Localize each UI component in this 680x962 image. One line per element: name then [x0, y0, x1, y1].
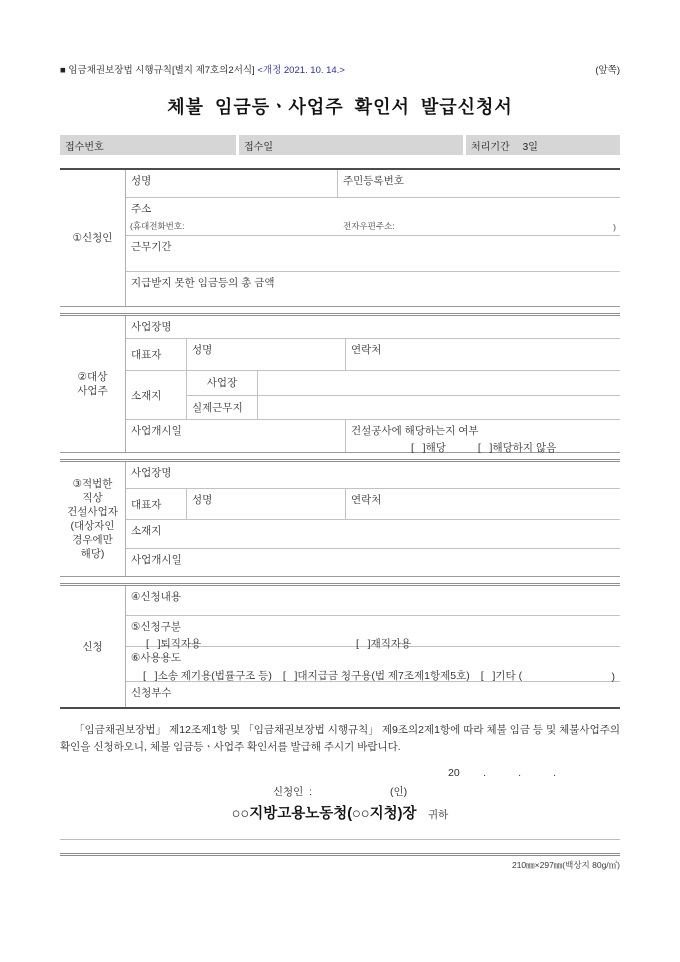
employer-site-label: 사업장: [206, 377, 238, 390]
section-applicant: [60, 168, 620, 307]
field-employer-contact[interactable]: [345, 339, 620, 370]
employer-rep-label-cell: [126, 339, 186, 370]
field-employer-rep-name[interactable]: [186, 339, 345, 370]
field-applicant-name[interactable]: [126, 170, 337, 197]
checkbox-usage-lawsuit[interactable]: [ ]소송 제기용(법률구조 등): [143, 670, 272, 682]
field-employer-workplace[interactable]: [126, 316, 620, 338]
field-copies[interactable]: [126, 682, 620, 707]
legal-reference: [60, 62, 345, 76]
applicant-rrn-label: 주민등록번호: [343, 175, 404, 187]
work-period-label: 근무기간: [131, 241, 172, 253]
applicant-email-label: 전자우편주소:: [343, 221, 395, 231]
field-request-division: [126, 616, 620, 650]
applicant-name-label: 성명: [131, 175, 152, 187]
checkbox-retired[interactable]: [ ]퇴직자용: [146, 638, 202, 650]
construction-biz-label-line2: 직상: [82, 492, 103, 504]
paren-close: ): [613, 222, 616, 232]
closing-statement: 「임금채권보장법」 제12조제1항 및 「임금채권보장법 시행규칙」 제9조의2제1항에 따라 체불 임금 등 및 체불사업주의 확인을 신청하오니, 체불 임금등ㆍ사업주 확인서를 발급해 주시기 바랍니다.: [60, 724, 620, 754]
employer-location-label: 소재지: [131, 389, 162, 402]
receipt-band: [60, 135, 620, 155]
checkbox-employed[interactable]: [ ]재직자용: [356, 638, 412, 650]
footer-divider-double: [60, 853, 620, 856]
employer-rep-label: 대표자: [131, 349, 162, 361]
processing-period-cell: [466, 135, 620, 155]
construction-biz-label-line3: 건설사업자: [67, 506, 118, 518]
request-content-label: ④신청내용: [131, 591, 181, 603]
footer-divider-thin: [60, 839, 620, 840]
field-applicant-rrn[interactable]: [337, 170, 620, 197]
section-applicant-label: ①신청인: [72, 232, 113, 244]
cb-rep-name-label: 성명: [192, 494, 213, 506]
employer-start-date-label: 사업개시일: [131, 425, 182, 437]
employer-contact-label: 연락처: [351, 344, 382, 356]
applicant-address-label: 주소: [131, 203, 152, 215]
applicant-sign-label: 신청인 :: [272, 786, 313, 799]
signature-line: [60, 784, 620, 799]
receipt-date-cell[interactable]: [239, 135, 463, 155]
employer-actual-site-label: 실제근무지: [192, 401, 243, 414]
checkbox-usage-etc[interactable]: [ ]기타 (: [480, 670, 523, 682]
field-cb-rep-name[interactable]: [186, 489, 345, 519]
receipt-number-label: 접수번호: [65, 141, 104, 153]
cb-workplace-label: 사업장명: [131, 467, 172, 479]
recipient-line: [60, 802, 620, 823]
section-employer-label: [60, 316, 125, 452]
field-work-period[interactable]: [126, 236, 620, 271]
employer-location-label-cell: [126, 371, 186, 419]
request-division-label: ⑤신청구분: [131, 621, 181, 633]
section-employer-label-line1: ②대상: [77, 371, 108, 383]
field-cb-location[interactable]: [126, 520, 620, 548]
employer-actual-site-label-cell: [187, 396, 257, 420]
processing-period-label: 처리기간: [471, 141, 510, 153]
construction-biz-label-line6: 해당): [80, 548, 105, 560]
usage-paren-close: ): [611, 671, 615, 683]
field-cb-contact[interactable]: [345, 489, 620, 519]
receipt-number-cell[interactable]: [60, 135, 236, 155]
construction-biz-label-line5: 경우에만: [72, 534, 113, 546]
construction-biz-label-line4: (대상자인: [70, 520, 115, 532]
field-cb-start-date[interactable]: [126, 549, 620, 576]
construction-biz-label-line1: ③적법한: [72, 478, 113, 490]
field-request-content[interactable]: [126, 586, 620, 615]
processing-period-value: 3일: [522, 141, 538, 153]
form-reference-text: ■ 임금채권보장법 시행규칙[별지 제7호의2서식]: [60, 65, 255, 76]
cb-rep-label-cell: [126, 489, 186, 519]
section-employer-label-line2: 사업주: [77, 385, 108, 397]
section-construction-biz: [60, 459, 620, 577]
employer-workplace-label: 사업장명: [131, 321, 172, 333]
construction-question-cell: [345, 420, 620, 452]
section-request: [60, 583, 620, 709]
checkbox-usage-claim[interactable]: [ ]대지급금 청구용(법 제7조제1항제5호): [282, 670, 470, 682]
cb-location-label: 소재지: [131, 525, 162, 537]
field-usage: [126, 647, 620, 681]
date-line: 20 . . .: [448, 767, 556, 780]
form-table: [60, 168, 620, 709]
construction-question-label: 건설공사에 해당하는지 여부: [351, 425, 479, 437]
checkbox-construction-yes[interactable]: [ ]해당: [411, 442, 446, 454]
field-cb-workplace[interactable]: [126, 462, 620, 488]
section-construction-biz-label: [60, 462, 125, 576]
seal-placeholder: (인): [390, 786, 408, 799]
checkbox-construction-no[interactable]: [ ]해당하지 않음: [477, 442, 557, 454]
field-applicant-address[interactable]: [126, 198, 620, 235]
copies-label: 신청부수: [131, 687, 172, 699]
section-employer: [60, 313, 620, 453]
top-note: [60, 62, 620, 76]
employer-site-label-cell: [187, 371, 257, 395]
page-side-label: (앞쪽): [595, 65, 620, 76]
field-employer-site[interactable]: [257, 371, 620, 395]
employer-rep-name-label: 성명: [192, 344, 213, 356]
applicant-phone-label: (휴대전화번호:: [130, 221, 185, 231]
cb-contact-label: 연락처: [351, 494, 382, 506]
cb-rep-label: 대표자: [131, 498, 162, 511]
paper-spec: 210㎜×297㎜(백상지 80g/㎡): [511, 860, 620, 871]
receipt-date-label: 접수일: [244, 141, 273, 153]
recipient-honorific: 귀하: [427, 809, 449, 822]
recipient-office: ○○지방고용노동청(○○지청)장: [231, 806, 417, 823]
revision-date: <개정 2021. 10. 14.>: [257, 65, 345, 76]
unpaid-total-label: 지급받지 못한 임금등의 총 금액: [131, 277, 275, 289]
page-title: 체불 임금등ㆍ사업주 확인서 발급신청서: [167, 97, 513, 117]
field-unpaid-total[interactable]: [126, 272, 620, 306]
cb-start-date-label: 사업개시일: [131, 554, 182, 566]
field-employer-actual-site[interactable]: [257, 396, 620, 420]
usage-label: ⑥사용용도: [131, 652, 181, 664]
section-request-label: 신청: [82, 640, 103, 653]
field-employer-start-date[interactable]: [126, 420, 345, 452]
